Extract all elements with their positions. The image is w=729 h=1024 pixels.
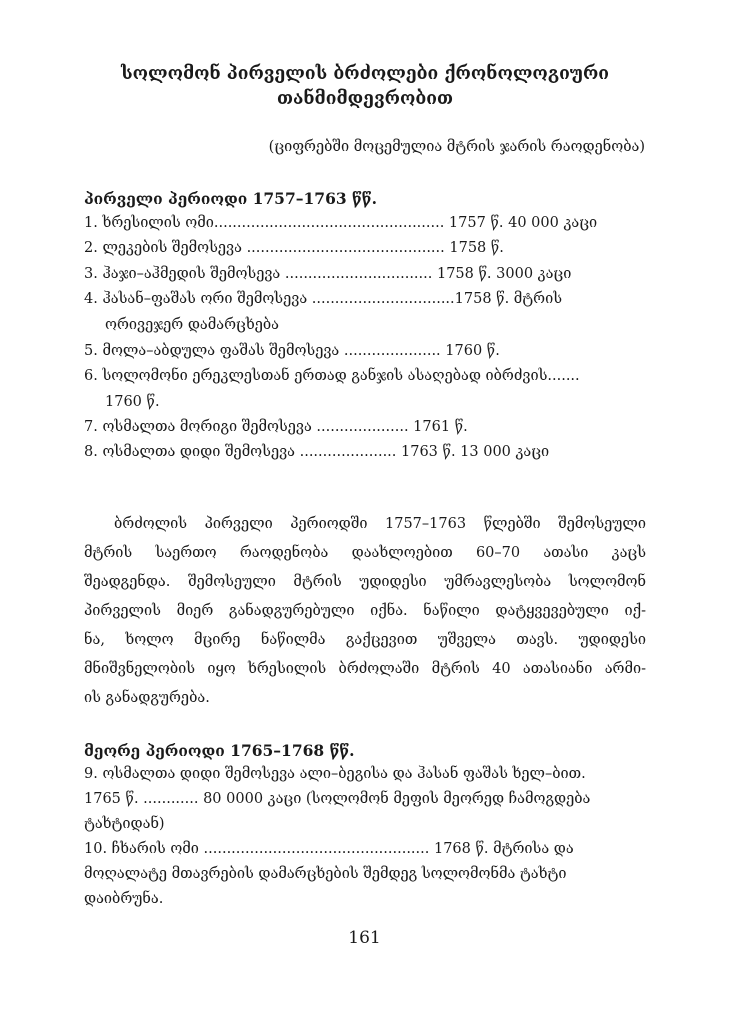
list-item: 9. ოსმალთა დიდი შემოსევა ალი–ბეგისა და ჰასან ფაშას ხელ–ბით.: [84, 766, 586, 782]
title-line-2: თანმიმდევრობით: [276, 89, 454, 109]
list-item: 3. ჰაჯი–აჰმედის შემოსევა ................................ 1758 წ. 3000 კაცი: [84, 266, 572, 282]
list-item-continuation: ტახტიდან): [84, 816, 165, 832]
paragraph-line: პირველის მიერ განადგურებული იქნა. ნაწილი დატყვევებული იქ-: [84, 603, 646, 619]
list-item-continuation: 1765 წ. ............ 80 0000 კაცი (სოლომონ მეფის მეორედ ჩამოგდება: [84, 791, 591, 807]
list-item: 1. ხრესილის ომი.................................................. 1757 წ. 40 000 კაცი: [84, 215, 598, 231]
list-item: 6. სოლომონი ერეკლესთან ერთად განჯის ასაღებად იბრძვის.......: [84, 368, 580, 384]
list-item: 8. ოსმალთა დიდი შემოსევა ..................... 1763 წ. 13 000 კაცი: [84, 444, 550, 460]
paragraph-line: მტრის საერთო რაოდენობა დაახლოებით 60–70 ათასი კაცს: [84, 545, 646, 561]
paragraph-line: შეადგენდა. შემოსეული მტრის უდიდესი უმრავლესობა სოლომონ: [84, 574, 646, 590]
list-item-continuation: ორივეჯერ დამარცხება: [105, 317, 279, 333]
summary-paragraph: [84, 510, 646, 713]
paragraph-line: ის განადგურება.: [84, 690, 210, 706]
list-item: 4. ჰასან–ფაშას ორი შემოსევა ...............................1758 წ. მტრის: [84, 291, 563, 307]
list-item: 5. მოლა–აბდულა ფაშას შემოსევა ..................... 1760 წ.: [84, 343, 500, 359]
subtitle-note: (ციფრებში მოცემულია მტრის ჯარის რაოდენობა): [268, 139, 645, 155]
period-2-heading: მეორე პერიოდი 1765–1768 წწ.: [84, 741, 355, 760]
list-item: 10. ჩხარის ომი ................................................. 1768 წ. მტრისა და: [84, 841, 574, 857]
page-title: [60, 62, 670, 112]
paragraph-line: ნა, ხოლო მცირე ნაწილმა გაქცევით უშველა თავს. უდიდესი: [84, 632, 646, 648]
paragraph-line: მნიშვნელობის იყო ხრესილის ბრძოლაში მტრის 40 ათასიანი არმი-: [84, 661, 646, 677]
list-item-continuation: მოღალატე მთავრების დამარცხების შემდეგ სოლომონმა ტახტი: [84, 866, 567, 882]
paragraph-line: ბრძოლის პირველი პერიოდში 1757–1763 წლებში შემოსეული: [114, 516, 646, 532]
list-item-continuation: 1760 წ.: [105, 394, 160, 410]
title-line-1: სოლომონ პირველის ბრძოლები ქრონოლოგიური: [120, 64, 610, 84]
page-number: 161: [348, 928, 381, 948]
list-item-continuation: დაიბრუნა.: [84, 891, 164, 907]
list-item: 2. ლეკების შემოსევა ........................................... 1758 წ.: [84, 240, 504, 256]
period-1-heading: პირველი პერიოდი 1757–1763 წწ.: [84, 189, 377, 208]
list-item: 7. ოსმალთა მორიგი შემოსევა .................... 1761 წ.: [84, 419, 468, 435]
